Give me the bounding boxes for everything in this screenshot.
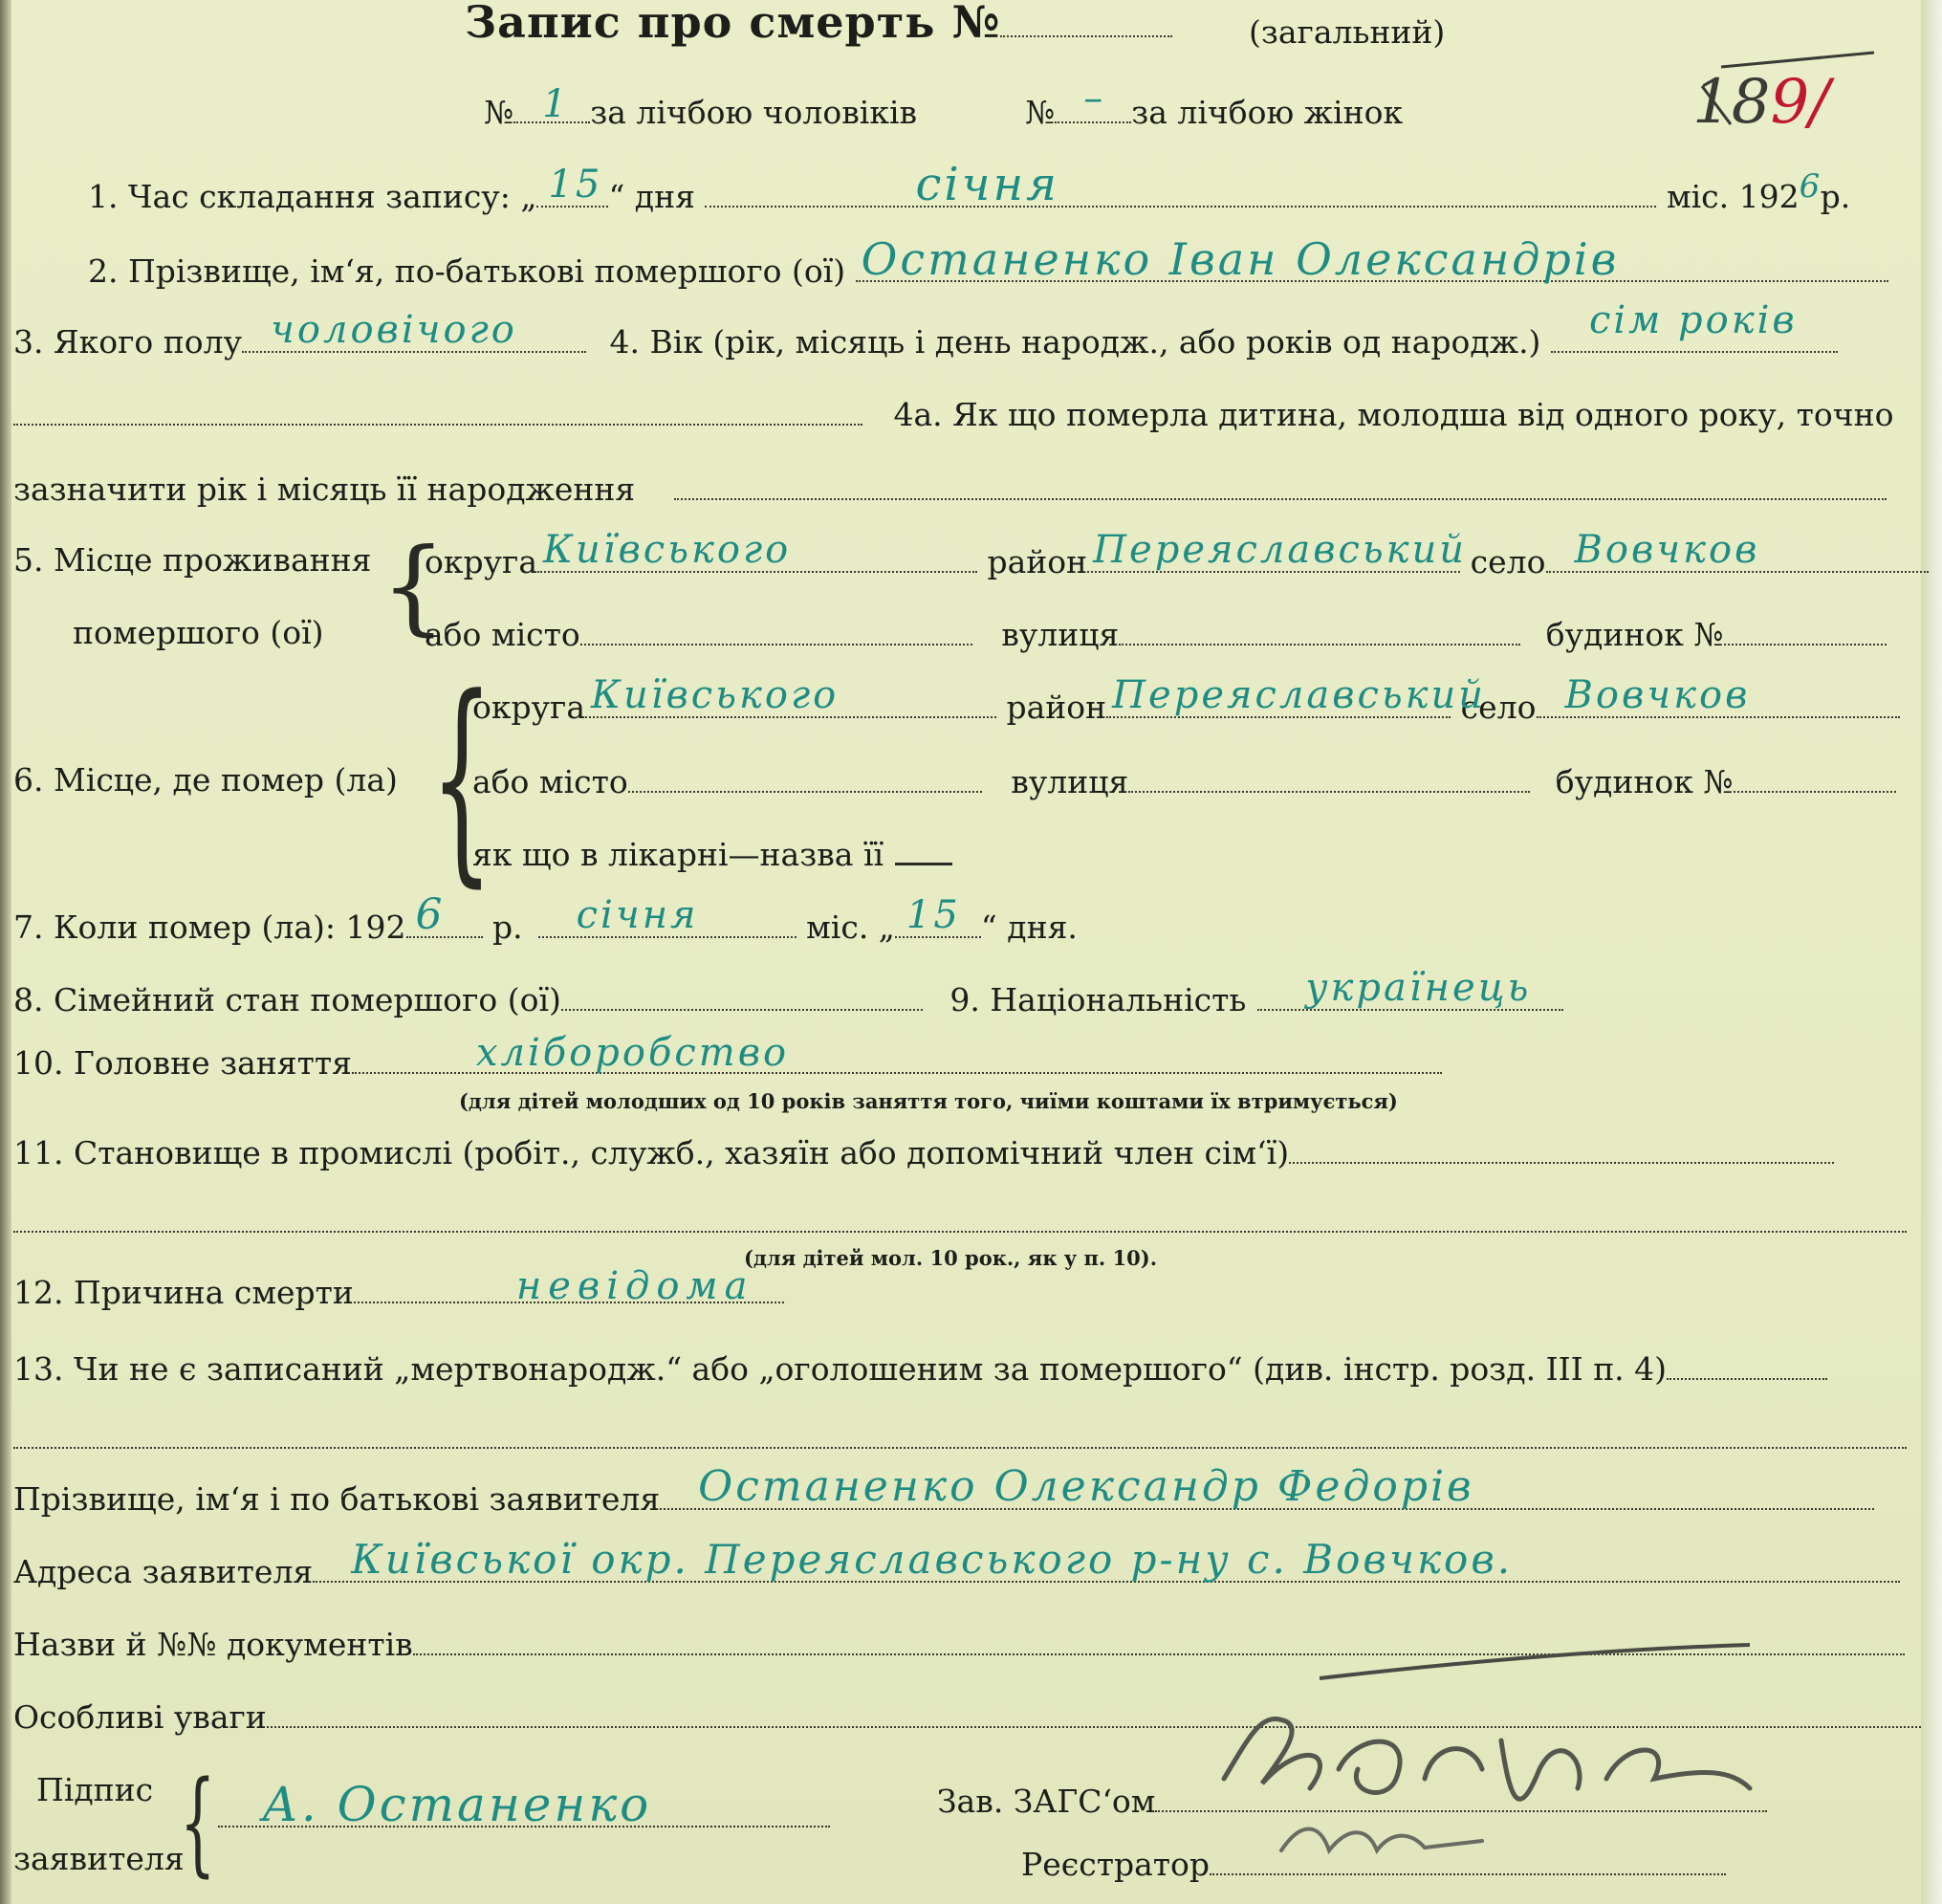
row-7-death-date: 7. Коли помер (ла): 192 6 р. січня міс. „ 15 “ дня. [13, 890, 1078, 946]
applicant-signature-row [218, 1777, 830, 1836]
row-10-note: (для дітей молодших од 10 років заняття того, чиїми коштами їх втримується) [459, 1089, 1398, 1113]
death-okruga-field: Київського [585, 689, 996, 718]
women-count-field: – [1055, 95, 1131, 123]
row-4a-infant: 4а. Як що померла дитина, молодша від одного року, точно [13, 396, 1893, 434]
residence-street-field [1119, 617, 1520, 646]
residence-raion-field: Переяславський [1087, 544, 1460, 573]
title-suffix: (загальний) [1249, 13, 1446, 51]
row-4a-cont: зазначити рік і місяць її народження [13, 471, 1887, 509]
row-5-residence-rural: округа Київського район Переяславський село Вовчков [425, 543, 1929, 581]
applicant-name-field: Останенко Олександр Федорів [660, 1481, 1874, 1510]
documents-row: Назви й №№ документів [13, 1626, 1905, 1664]
paper-edge-right [1921, 0, 1942, 1904]
signature-brace: { [180, 1756, 216, 1888]
record-month-field: січня [705, 179, 1656, 208]
archive-mark-strokes [1692, 48, 1884, 153]
applicant-address-row: Адреса заявителя Київської окр. Переяславського р-ну с. Вовчков. [13, 1553, 1900, 1591]
infant-field-b [674, 471, 1887, 500]
death-raion-field: Переяславський [1106, 689, 1451, 718]
residence-selo-field: Вовчков [1546, 544, 1929, 573]
hospital-name-field [895, 836, 952, 865]
signature-label-b: заявителя [13, 1840, 185, 1877]
row-3-4-sex-age: 3. Якого полу чоловічого 4. Вік (рік, місяць і день народж., або років од народж.) сім років [13, 323, 1838, 361]
residence-city-field [580, 617, 972, 646]
occupation-field: хліборобство [352, 1045, 1442, 1074]
row-6-hospital: як що в лікарні—назва її [472, 836, 952, 874]
marital-status-field [561, 982, 923, 1011]
stillborn-field-2 [13, 1420, 1907, 1449]
official-signature [1195, 1626, 1769, 1904]
death-street-field [1128, 764, 1530, 793]
industry-position-field [1289, 1135, 1834, 1164]
row-6-brace: { [430, 651, 493, 907]
row-11-industry-position: 11. Становище в промислі (робіт., служб., хазяїн або допомічний член сім‘ї) [13, 1134, 1834, 1172]
row-11-note: (для дітей мол. 10 рок., як у п. 10). [744, 1246, 1158, 1270]
row-12-cause: 12. Причина смерти невідома [13, 1274, 784, 1312]
row-6-label: 6. Місце, де помер (ла) [13, 761, 398, 799]
residence-okruga-field: Київського [537, 544, 977, 573]
men-count-line: № 1 за лічбою чоловіків [484, 82, 918, 131]
age-field: сім років [1551, 324, 1838, 353]
signature-label-a: Підпис [36, 1771, 154, 1808]
record-number-field [1000, 16, 1172, 37]
zags-head-row: Зав. ЗАГС‘ом [937, 1783, 1767, 1821]
registrar-row: Реєстратор [1021, 1846, 1726, 1884]
residence-house-field [1724, 617, 1887, 646]
death-city-field [628, 764, 982, 793]
record-day-field: 15 [536, 179, 608, 208]
archive-number-mark: 189/ [1692, 67, 1830, 138]
row-13-cont [13, 1419, 1907, 1457]
cause-of-death-field: невідома [354, 1275, 784, 1303]
death-month-field: січня [538, 909, 796, 938]
men-count-field: 1 [513, 95, 590, 123]
industry-position-field-2 [13, 1204, 1907, 1233]
row-5-residence-city: або місто вулиця будинок № [425, 616, 1887, 654]
death-year-field: 6 [406, 909, 483, 938]
row-6-death-place-city: або місто вулиця будинок № [472, 763, 1896, 801]
row-6-death-place-rural: округа Київського район Переяславський село Вовчков [472, 689, 1900, 727]
death-selo-field: Вовчков [1537, 689, 1900, 718]
form-title [465, 0, 1172, 48]
remarks-row: Особливі уваги [13, 1698, 1921, 1737]
row-1-date: 1. Час складання запису: „ 15 “ дня січня міс. 192 6 р. [88, 158, 1851, 215]
row-2-full-name: 2. Прізвище, ім‘я, по-батькові помершого (ої) Останенко Іван Олександрів [88, 252, 1888, 291]
death-house-field [1734, 764, 1896, 793]
row-13-stillborn: 13. Чи не є записаний „мертвонародж.“ або „оголошеним за помершого“ (див. інстр. розд. III п. 4) [13, 1350, 1827, 1389]
sex-field: чоловічого [242, 324, 586, 353]
row-5-label-a: 5. Місце проживання [13, 541, 372, 579]
applicant-name-row: Прізвище, ім‘я і по батькові заявителя Останенко Олександр Федорів [13, 1480, 1874, 1519]
paper-edge-left [0, 0, 11, 1904]
row-5-label-b: помершого (ої) [73, 614, 324, 651]
row-8-9-marital-nationality: 8. Сімейний стан помершого (ої) 9. Національність українець [13, 981, 1563, 1019]
stillborn-field [1667, 1351, 1827, 1380]
row-10-occupation: 10. Головне заняття хліборобство [13, 1044, 1442, 1083]
nationality-field: українець [1257, 982, 1563, 1011]
applicant-address-field: Київської окр. Переяславського р-ну с. Вовчков. [313, 1554, 1900, 1583]
deceased-name-field: Останенко Іван Олександрів [856, 253, 1888, 282]
title-text: Запис про смерть № [465, 0, 1001, 48]
applicant-signature-field: А. Останенко [218, 1799, 830, 1827]
women-count-line: № – за лічбою жінок [1025, 77, 1404, 131]
row-5-brace: { [381, 527, 447, 646]
death-day-field: 15 [895, 909, 981, 938]
row-11-cont [13, 1203, 1907, 1241]
infant-field-a [13, 397, 862, 426]
